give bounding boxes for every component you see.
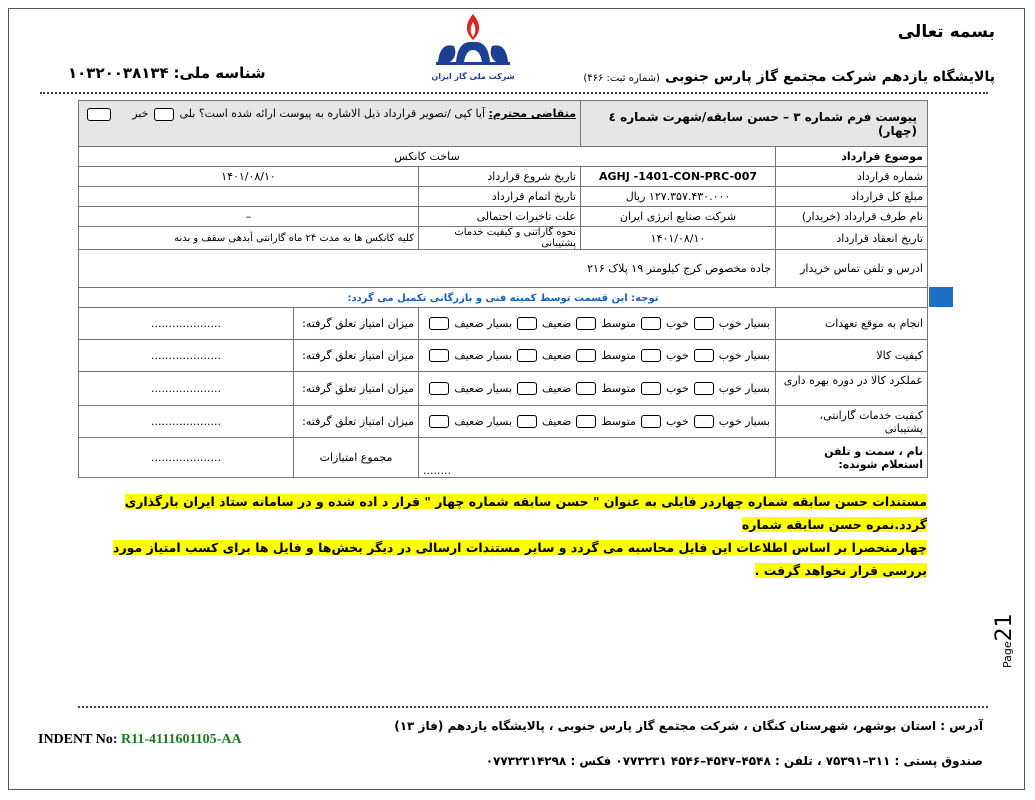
rating-label-2: کیفیت کالا: [776, 340, 928, 372]
rating-options-1: [419, 308, 776, 340]
rating-options-4: [419, 406, 776, 438]
header-divider: [40, 92, 988, 94]
good-checkbox[interactable]: [641, 415, 661, 428]
average-checkbox[interactable]: [576, 382, 596, 395]
party-label: نام طرف قرارداد (خریدار): [776, 207, 928, 227]
opt-weak-label: ضعیف: [542, 349, 572, 362]
end-date-label: تاریخ اتمام قرارداد: [419, 187, 581, 207]
score-value-4[interactable]: ....................: [79, 406, 294, 438]
warranty-value: کلیه کانکس ها به مدت ۲۴ ماه گارانتی آبدهی سقف و بدنه: [79, 227, 419, 250]
amount-value: ۱۲۷.۳۵۷.۴۳۰.۰۰۰ ریال: [581, 187, 776, 207]
indent-label: INDENT No:: [38, 732, 118, 747]
good-checkbox[interactable]: [641, 349, 661, 362]
very-weak-checkbox[interactable]: [429, 349, 449, 362]
very-good-checkbox[interactable]: [694, 317, 714, 330]
page-word: Page: [1001, 641, 1014, 668]
score-label-1: میزان امتیاز تعلق گرفته:: [294, 308, 419, 340]
opt-good-label: خوب: [665, 349, 689, 362]
opt-average-label: متوسط: [601, 415, 636, 428]
opt-average-label: متوسط: [601, 349, 636, 362]
opt-very-good-label: بسیار خوب: [718, 382, 770, 395]
respondent-label: نام ، سمت و تلفن استعلام شونده:: [776, 438, 928, 478]
contract-no-label: شماره قرارداد: [776, 167, 928, 187]
no-checkbox[interactable]: [87, 108, 111, 121]
good-checkbox[interactable]: [641, 317, 661, 330]
weak-checkbox[interactable]: [517, 382, 537, 395]
applicant-label: متقاضی محترم:: [488, 107, 576, 120]
very-weak-checkbox[interactable]: [429, 415, 449, 428]
very-good-checkbox[interactable]: [694, 382, 714, 395]
opt-weak-label: ضعیف: [542, 317, 572, 330]
national-id: [68, 64, 266, 82]
nigc-logo: [428, 12, 518, 80]
no-label: خبر: [132, 107, 149, 120]
opt-good-label: خوب: [665, 317, 689, 330]
very-good-checkbox[interactable]: [694, 349, 714, 362]
very-weak-checkbox[interactable]: [429, 382, 449, 395]
opt-good-label: خوب: [665, 382, 689, 395]
start-date-label: تاریخ شروع قرارداد: [419, 167, 581, 187]
footer-address: آدرس : استان بوشهر، شهرستان کنگان ، شرکت مجتمع گاز پارس جنوبی ، پالایشگاه یازدهم (فاز ۱۳): [394, 719, 983, 733]
opt-very-good-label: بسیار خوب: [718, 349, 770, 362]
opt-very-weak-label: بسیار ضعیف: [454, 415, 513, 428]
logo-caption: شرکت ملی گاز ایران: [431, 72, 515, 81]
average-checkbox[interactable]: [576, 317, 596, 330]
rating-label-4: کیفیت خدمات گارانتی، پشتیبانی: [776, 406, 928, 438]
rating-label-3: عملکرد کالا در دوره بهره داری: [776, 372, 928, 406]
amount-label: مبلغ کل قرارداد: [776, 187, 928, 207]
end-date-value: [79, 187, 419, 207]
weak-checkbox[interactable]: [517, 317, 537, 330]
party-value: شرکت صنایع انرژی ایران: [581, 207, 776, 227]
very-good-checkbox[interactable]: [694, 415, 714, 428]
respondent-value[interactable]: ........: [419, 438, 776, 478]
question-text: آیا کپی /تصویر قرارداد ذیل الاشاره به پیوست ارائه شده است؟ بلی: [179, 107, 486, 120]
total-label: مجموع امتیازات: [294, 438, 419, 478]
indent-value: R11-4111601105-AA: [120, 732, 242, 747]
opt-very-weak-label: بسیار ضعیف: [454, 317, 513, 330]
warranty-label: نحوه گاراتنی و کیفیت خدمات پشتیبانی: [419, 227, 581, 250]
sign-date-value: ۱۴۰۱/۰۸/۱۰: [581, 227, 776, 250]
subject-value: ساخت کانکس: [79, 147, 776, 167]
average-checkbox[interactable]: [576, 349, 596, 362]
attachment-question: [79, 101, 581, 147]
refinery-header: [583, 66, 995, 85]
opt-weak-label: ضعیف: [542, 382, 572, 395]
score-label-2: میزان امتیاز تعلق گرفته:: [294, 340, 419, 372]
rating-label-1: انجام به موقع تعهدات: [776, 308, 928, 340]
weak-checkbox[interactable]: [517, 349, 537, 362]
score-value-2[interactable]: ....................: [79, 340, 294, 372]
registration-no: (شماره ثبت: ۴۶۶): [583, 73, 660, 84]
opt-very-weak-label: بسیار ضعیف: [454, 382, 513, 395]
opt-very-good-label: بسیار خوب: [718, 317, 770, 330]
good-checkbox[interactable]: [641, 382, 661, 395]
subject-label: موضوع قرارداد: [776, 147, 928, 167]
start-date-value: ۱۴۰۱/۰۸/۱۰: [79, 167, 419, 187]
rating-options-3: [419, 372, 776, 406]
score-label-4: میزان امتیاز تعلق گرفته:: [294, 406, 419, 438]
contract-form-table: [78, 100, 928, 478]
average-checkbox[interactable]: [576, 415, 596, 428]
opt-very-weak-label: بسیار ضعیف: [454, 349, 513, 362]
basmala: بسمه تعالی: [897, 22, 995, 42]
opt-weak-label: ضعیف: [542, 415, 572, 428]
opt-very-good-label: بسیار خوب: [718, 415, 770, 428]
opt-average-label: متوسط: [601, 382, 636, 395]
notice-line-2: چهارمنحصرا بر اساس اطلاعات این فایل محاسبه می گردد و سایر مستندات ارسالی در دیگر بخش‌ها و فایل ها برای کسب امتیاز مورد بررسی قرار نخواهد گرفت .: [113, 540, 927, 578]
contract-no-value: AGHJ -1401-CON-PRC-007: [581, 167, 776, 187]
footer-postal: صندوق پستی : ۳۱۱–۷۵۳۹۱ ، تلفن : ۴۵۴۸–۴۵۴۷–۴۵۴۶ ۰۷۷۳۲۳۱ فکس : ۰۷۷۳۲۳۱۴۲۹۸: [485, 754, 983, 768]
flame-logo-icon: [428, 12, 518, 68]
score-label-3: میزان امتیاز تعلق گرفته:: [294, 372, 419, 406]
notice-line-1: مستندات حسن سابقه شماره چهاردر فایلی به عنوان " حسن سابقه شماره چهار " قرار د اده شده و در سامانه ستاد ایران بارگذاری گردد.نمره حسن سابقه شماره: [124, 494, 927, 532]
delay-label: علت تاخیرات احتمالی: [419, 207, 581, 227]
committee-note: توجه: این قسمت توسط کمیته فنی و بازرگانی تکمیل می گردد:: [347, 293, 659, 304]
indent-number: [38, 732, 242, 748]
address-value: جاده مخصوص کرج کیلومتر ۱۹ پلاک ۲۱۶: [79, 250, 776, 288]
blue-marker: [929, 287, 953, 307]
national-id-label: شناسه ملی:: [173, 64, 266, 82]
refinery-title: پالایشگاه یازدهم شرکت مجتمع گاز پارس جنوبی: [664, 69, 995, 85]
address-label: ادرس و تلفن تماس خریدار: [776, 250, 928, 288]
sign-date-label: تاریخ انعقاد قرارداد: [776, 227, 928, 250]
opt-good-label: خوب: [665, 415, 689, 428]
national-id-value: ۱۰۳۲۰۰۳۸۱۳۴: [68, 64, 169, 82]
very-weak-checkbox[interactable]: [429, 317, 449, 330]
opt-average-label: متوسط: [601, 317, 636, 330]
committee-note-row: [79, 288, 928, 308]
footer-divider: [78, 706, 988, 708]
page-num: 21: [992, 613, 1017, 642]
yes-checkbox[interactable]: [154, 108, 174, 121]
total-value[interactable]: ....................: [79, 438, 294, 478]
form-title: پیوست فرم شماره ۳ – حسن سابقه/شهرت شماره ٤ (چهار): [581, 101, 928, 147]
upload-notice: [107, 490, 927, 582]
score-value-1[interactable]: ....................: [79, 308, 294, 340]
score-value-3[interactable]: ....................: [79, 372, 294, 406]
rating-options-2: [419, 340, 776, 372]
weak-checkbox[interactable]: [517, 415, 537, 428]
delay-value: –: [79, 207, 419, 227]
page-number: [988, 610, 1018, 670]
